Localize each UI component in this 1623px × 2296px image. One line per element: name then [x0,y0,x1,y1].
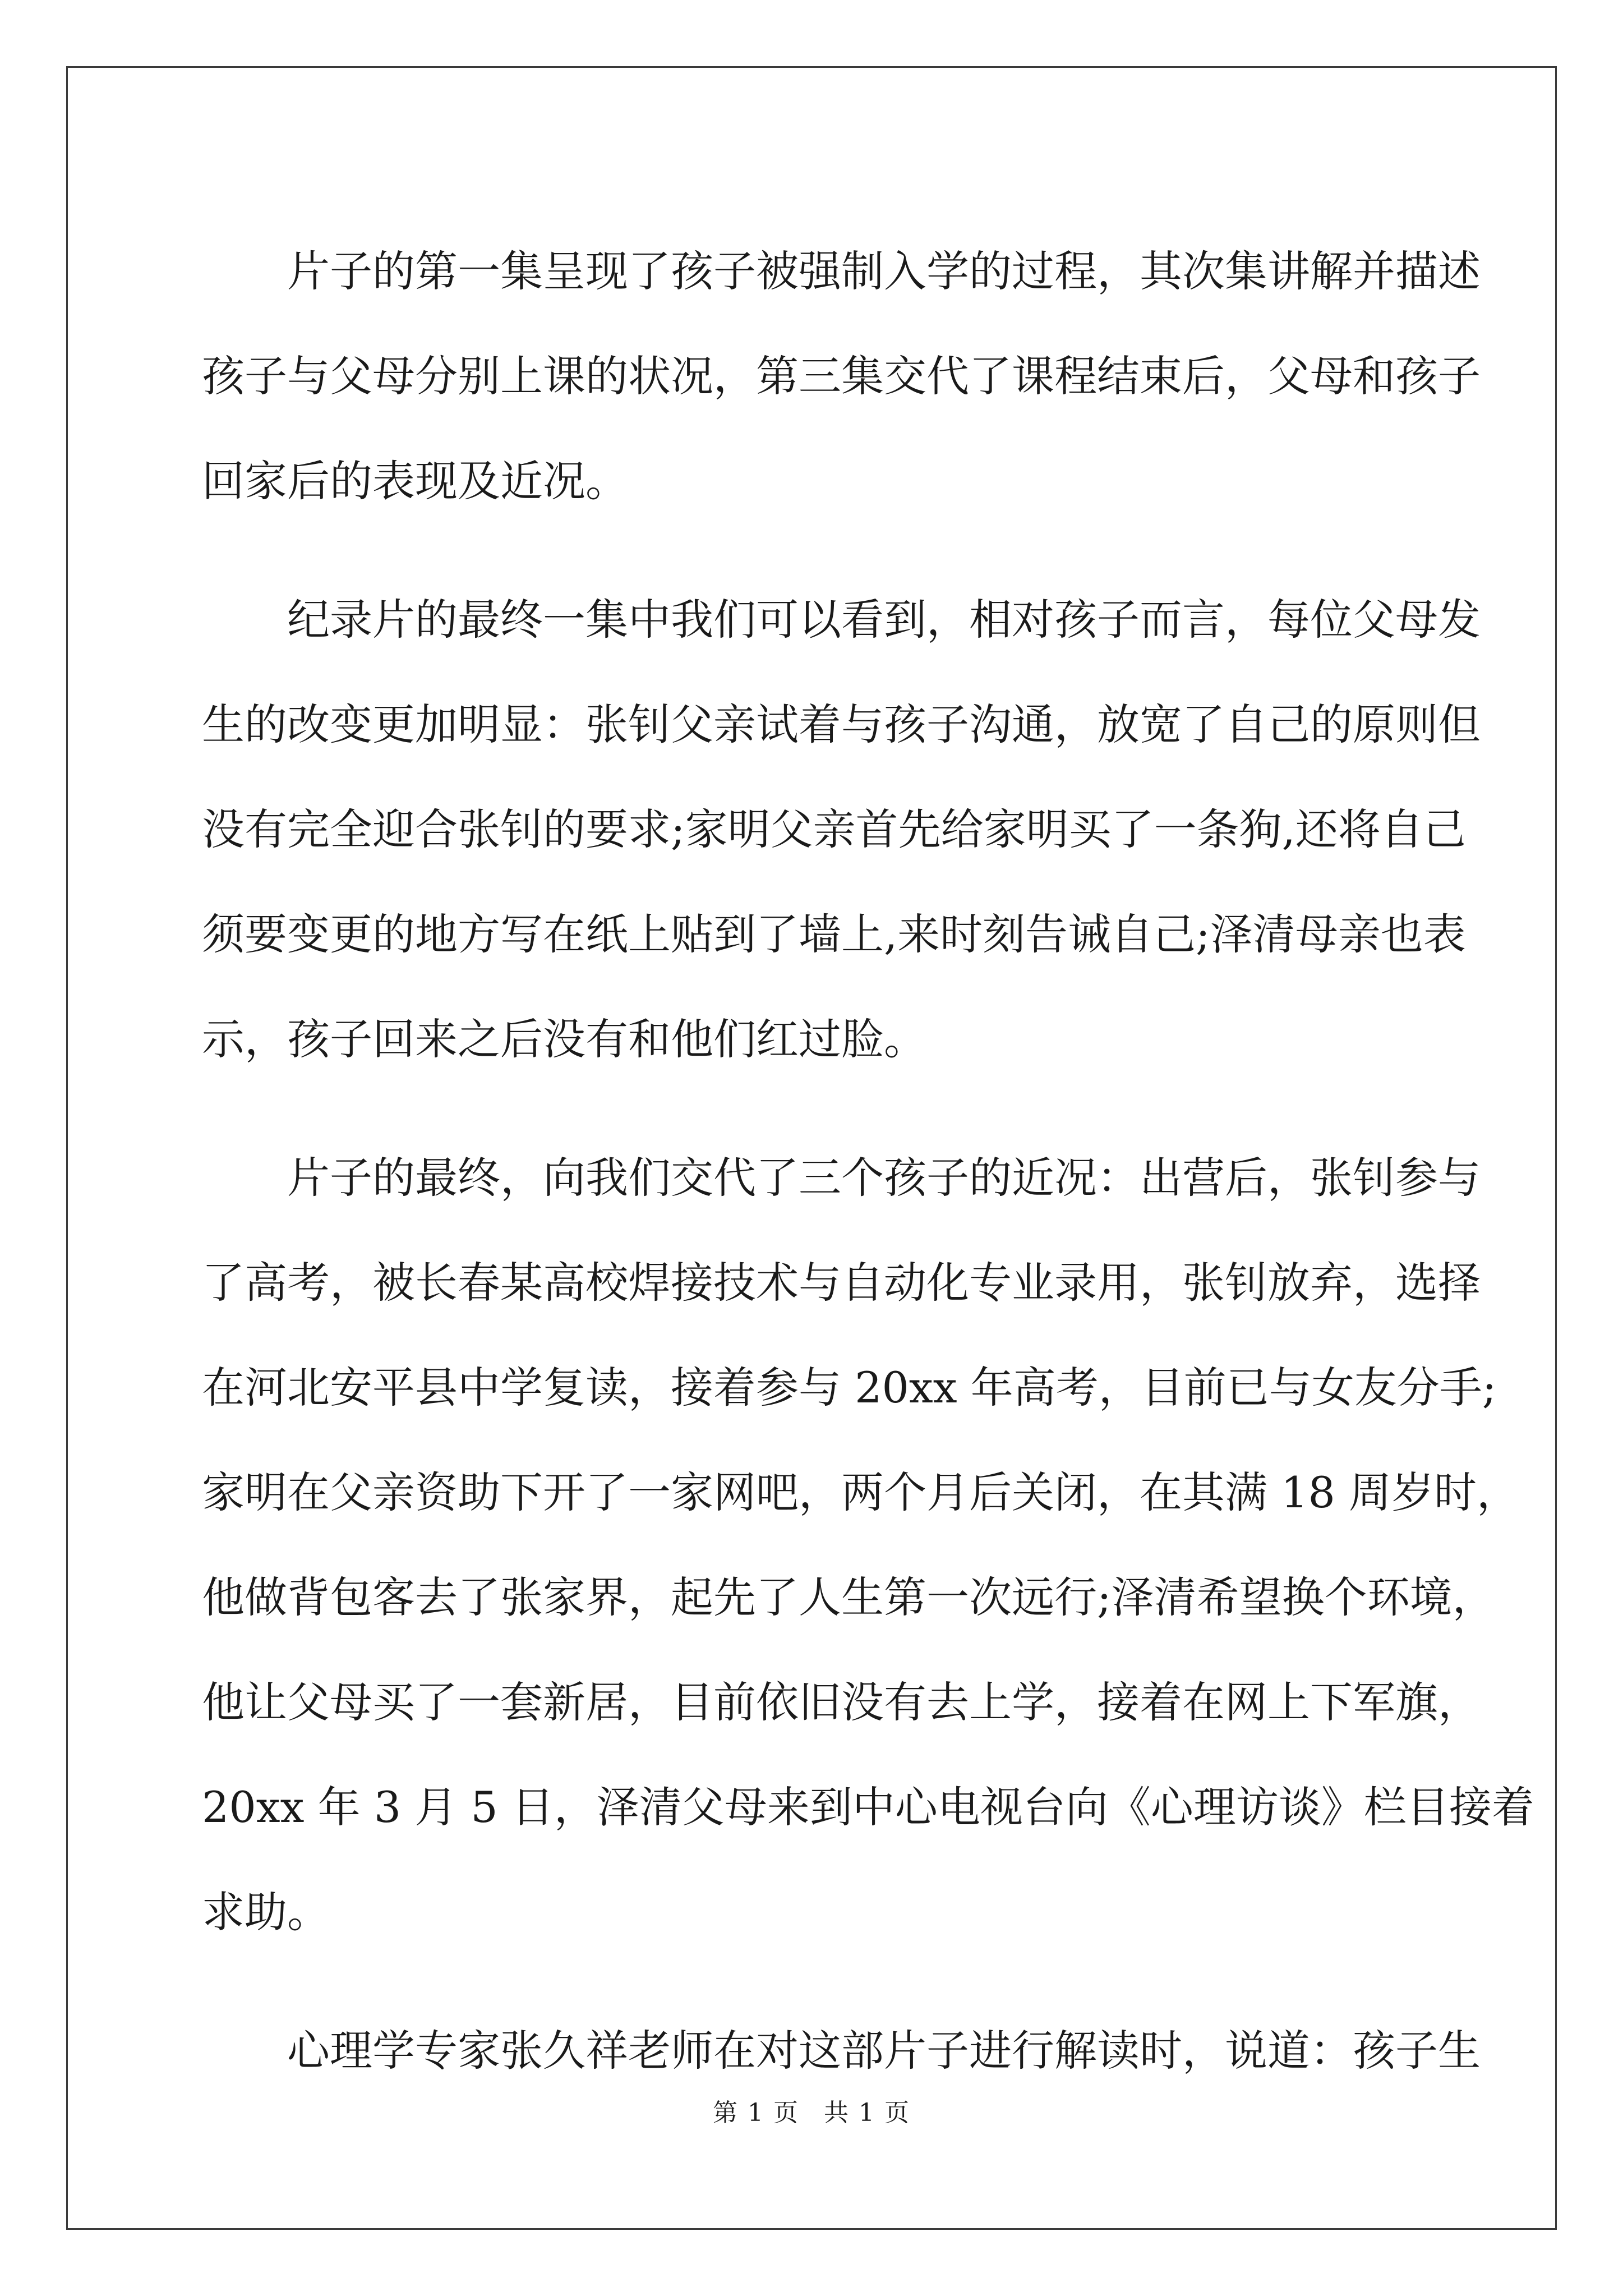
text-line: 示，孩子回来之后没有和他们红过脸。 [202,1014,926,1064]
paragraph-3 [202,1125,1534,1964]
page-total: 共 1 页 [824,2099,910,2127]
text-line: 须要变更的地方写在纸上贴到了墙上,来时刻告诫自己;泽清母亲也表 [202,909,1466,959]
paragraph-4 [202,1998,1481,2103]
paragraph-1 [202,219,1481,533]
text-line: 家明在父亲资助下开了一家网吧，两个月后关闭，在其满 18 周岁时， [202,1467,1520,1517]
text-line: 没有完全迎合张钊的要求;家明父亲首先给家明买了一条狗,还将自己 [202,804,1466,854]
text-line: 回家后的表现及近况。 [202,456,628,506]
text-line: 在河北安平县中学复读，接着参与 20xx 年高考，目前已与女友分手; [202,1363,1497,1412]
text-line: 他做背包客去了张家界，起先了人生第一次远行;泽清希望换个环境， [202,1572,1495,1622]
text-line: 片子的最终，向我们交代了三个孩子的近况：出营后，张钊参与 [287,1153,1481,1203]
text-line: 片子的第一集呈现了孩子被强制入学的过程，其次集讲解并描述 [287,246,1481,296]
text-line: 生的改变更加明显：张钊父亲试着与孩子沟通，放宽了自己的原则但 [202,700,1481,749]
text-line: 他让父母买了一套新居，目前依旧没有去上学，接着在网上下军旗， [202,1677,1481,1727]
page-footer [0,2092,1623,2128]
text-line: 心理学专家张久祥老师在对这部片子进行解读时，说道：孩子生 [287,2026,1481,2076]
text-line: 孩子与父母分别上课的状况，第三集交代了课程结束后，父母和孩子 [202,351,1481,401]
page-number: 第 1 页 [713,2099,799,2127]
text-line: 纪录片的最终一集中我们可以看到，相对孩子而言，每位父母发 [287,595,1481,645]
document-body [202,219,1534,2103]
text-line: 20xx 年 3 月 5 日，泽清父母来到中心电视台向《心理访谈》栏目接着 [202,1782,1534,1832]
paragraph-2 [202,567,1481,1092]
text-line: 了高考，被长春某高校焊接技术与自动化专业录用，张钊放弃，选择 [202,1258,1481,1308]
text-line: 求助。 [202,1887,330,1937]
